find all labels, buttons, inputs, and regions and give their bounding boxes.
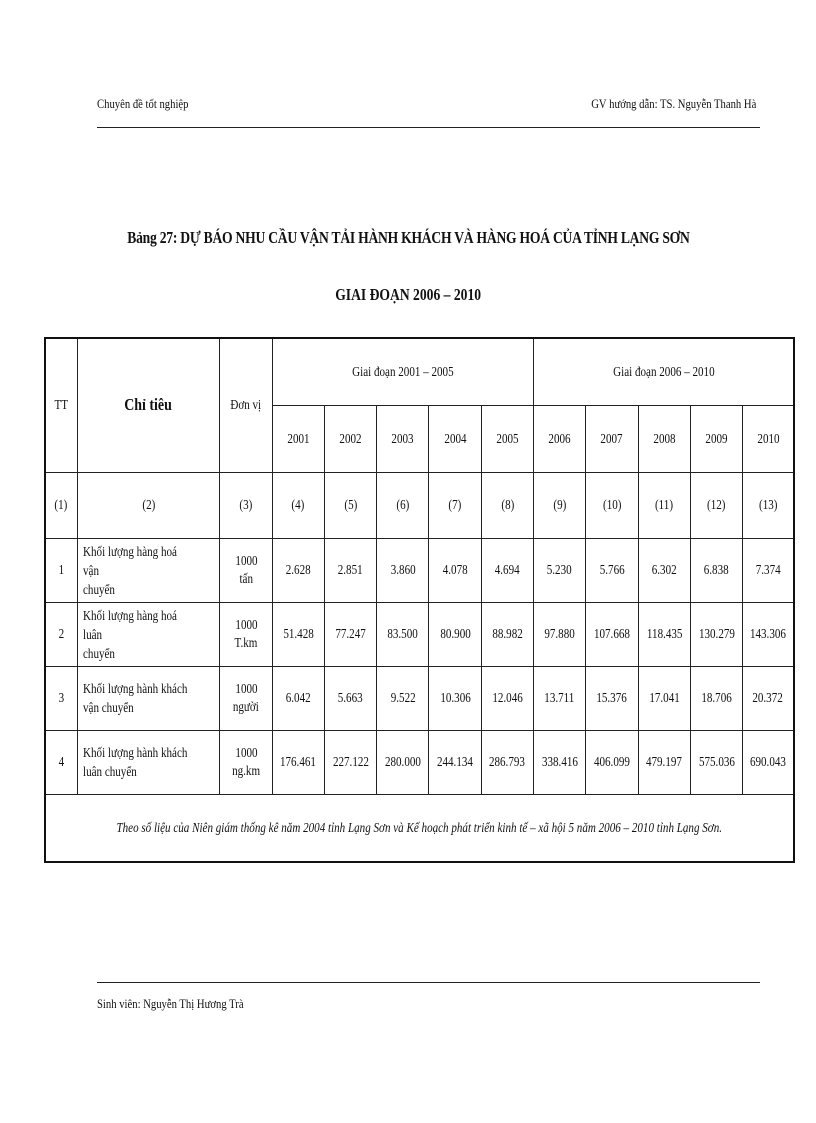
column-index: (11) <box>638 472 690 538</box>
year-header-2008: 2008 <box>638 405 690 472</box>
row-label: Khối lượng hành khách luân chuyển <box>77 730 220 794</box>
header-left-text: Chuyên đề tốt nghiệp <box>97 96 189 111</box>
value-cell: 176.461 <box>272 730 324 794</box>
value-cell: 338.416 <box>534 730 586 794</box>
row-label: Khối lượng hàng hoá luân chuyển <box>77 602 220 666</box>
value-cell: 227.122 <box>324 730 376 794</box>
row-tt: 2 <box>45 602 77 666</box>
table-row <box>45 666 794 730</box>
year-header-2009: 2009 <box>690 405 742 472</box>
column-index: (12) <box>690 472 742 538</box>
table-title-line1: Bảng 27: DỰ BÁO NHU CẦU VẬN TẢI HÀNH KHÁCH VÀ HÀNG HOÁ CỦA TỈNH LẠNG SƠN <box>126 228 690 247</box>
value-cell: 20.372 <box>743 666 794 730</box>
header-divider <box>97 127 760 128</box>
column-index: (5) <box>324 472 376 538</box>
year-header-2001: 2001 <box>272 405 324 472</box>
row-unit: 1000 T.km <box>220 602 272 666</box>
value-cell: 77.247 <box>324 602 376 666</box>
row-label: Khối lượng hàng hoá vận chuyển <box>77 538 220 602</box>
header-donvi: Đơn vị <box>220 338 272 472</box>
column-index: (7) <box>429 472 481 538</box>
value-cell: 244.134 <box>429 730 481 794</box>
source-row <box>45 794 794 862</box>
column-index: (6) <box>377 472 429 538</box>
year-header-2007: 2007 <box>586 405 638 472</box>
table-row <box>45 730 794 794</box>
value-cell: 5.663 <box>324 666 376 730</box>
value-cell: 80.900 <box>429 602 481 666</box>
value-cell: 18.706 <box>690 666 742 730</box>
row-unit: 1000 tấn <box>220 538 272 602</box>
year-header-2010: 2010 <box>743 405 794 472</box>
table-row <box>45 538 794 602</box>
value-cell: 130.279 <box>690 602 742 666</box>
year-header-2002: 2002 <box>324 405 376 472</box>
column-index: (8) <box>481 472 533 538</box>
value-cell: 4.694 <box>481 538 533 602</box>
value-cell: 51.428 <box>272 602 324 666</box>
year-header-2004: 2004 <box>429 405 481 472</box>
value-cell: 575.036 <box>690 730 742 794</box>
header-group-2006-2010: Giai đoạn 2006 – 2010 <box>534 338 794 405</box>
value-cell: 3.860 <box>377 538 429 602</box>
value-cell: 690.043 <box>743 730 794 794</box>
header-row-groups <box>45 338 794 405</box>
value-cell: 5.766 <box>586 538 638 602</box>
value-cell: 6.838 <box>690 538 742 602</box>
value-cell: 15.376 <box>586 666 638 730</box>
footer-divider <box>97 982 760 983</box>
column-index: (9) <box>534 472 586 538</box>
year-header-2003: 2003 <box>377 405 429 472</box>
column-index: (13) <box>743 472 794 538</box>
value-cell: 10.306 <box>429 666 481 730</box>
value-cell: 6.042 <box>272 666 324 730</box>
value-cell: 280.000 <box>377 730 429 794</box>
value-cell: 107.668 <box>586 602 638 666</box>
value-cell: 479.197 <box>638 730 690 794</box>
header-chitieu: Chỉ tiêu <box>77 338 220 472</box>
row-label: Khối lượng hành khách vận chuyển <box>77 666 220 730</box>
index-row <box>45 472 794 538</box>
value-cell: 13.711 <box>534 666 586 730</box>
value-cell: 286.793 <box>481 730 533 794</box>
value-cell: 6.302 <box>638 538 690 602</box>
table-title <box>0 228 816 248</box>
row-unit: 1000 ng.km <box>220 730 272 794</box>
forecast-table <box>44 337 795 863</box>
value-cell: 17.041 <box>638 666 690 730</box>
table-title-line2: GIAI ĐOẠN 2006 – 2010 <box>335 285 481 304</box>
value-cell: 406.099 <box>586 730 638 794</box>
value-cell: 9.522 <box>377 666 429 730</box>
value-cell: 118.435 <box>638 602 690 666</box>
footer-student: Sinh viên: Nguyễn Thị Hương Trà <box>97 996 244 1011</box>
column-index: (1) <box>45 472 77 538</box>
row-tt: 1 <box>45 538 77 602</box>
value-cell: 7.374 <box>743 538 794 602</box>
value-cell: 2.628 <box>272 538 324 602</box>
column-index: (2) <box>77 472 220 538</box>
value-cell: 2.851 <box>324 538 376 602</box>
header-tt: TT <box>45 338 77 472</box>
year-header-2005: 2005 <box>481 405 533 472</box>
year-header-2006: 2006 <box>534 405 586 472</box>
column-index: (3) <box>220 472 272 538</box>
row-tt: 4 <box>45 730 77 794</box>
column-index: (4) <box>272 472 324 538</box>
value-cell: 83.500 <box>377 602 429 666</box>
value-cell: 4.078 <box>429 538 481 602</box>
table-row <box>45 602 794 666</box>
table-subtitle <box>0 285 816 305</box>
value-cell: 97.880 <box>534 602 586 666</box>
value-cell: 143.306 <box>743 602 794 666</box>
value-cell: 5.230 <box>534 538 586 602</box>
row-unit: 1000 người <box>220 666 272 730</box>
header-group-2001-2005: Giai đoạn 2001 – 2005 <box>272 338 533 405</box>
value-cell: 12.046 <box>481 666 533 730</box>
value-cell: 88.982 <box>481 602 533 666</box>
column-index: (10) <box>586 472 638 538</box>
header-right-text: GV hướng dẫn: TS. Nguyễn Thanh Hà <box>590 96 756 111</box>
source-note: Theo số liệu của Niên giám thống kê năm 2004 tỉnh Lạng Sơn và Kế hoạch phát triển kinh tế – xã hội 5 năm 2006 – 2010 tỉnh Lạng Sơn. <box>45 794 794 862</box>
row-tt: 3 <box>45 666 77 730</box>
